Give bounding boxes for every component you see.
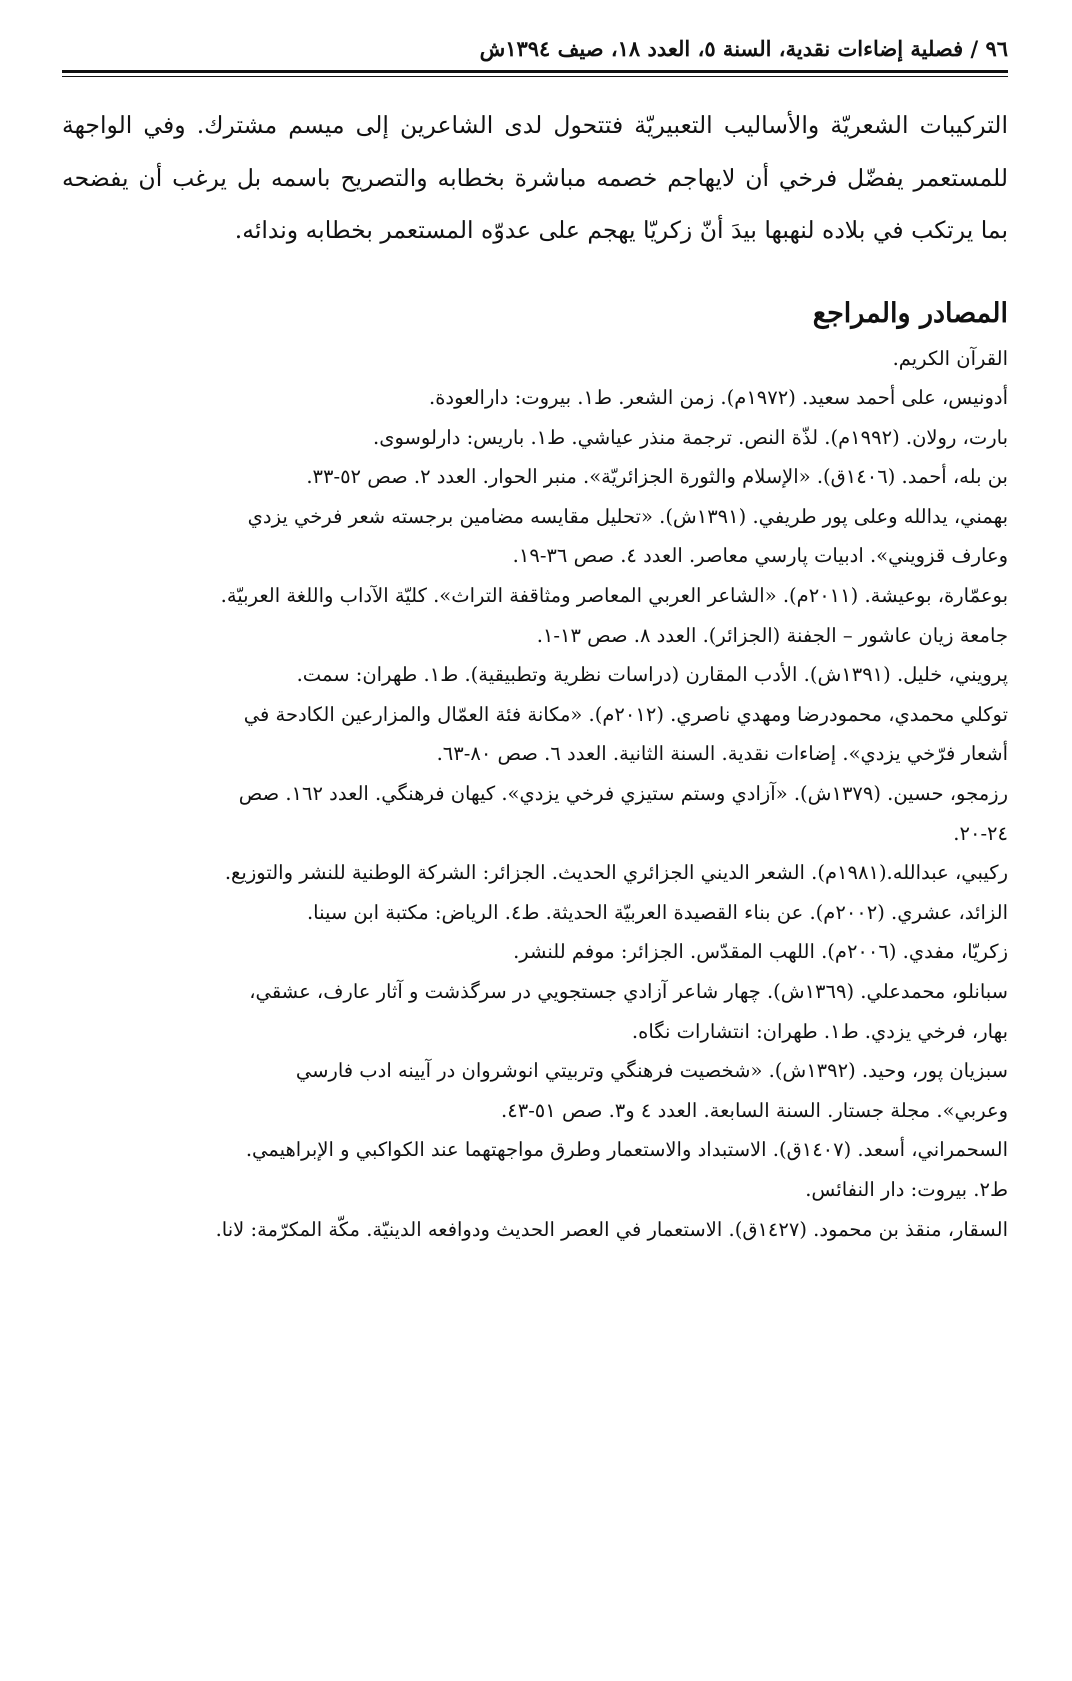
page bbox=[62, 34, 1008, 1661]
reference-line: بهمني، يدالله وعلى پور طريفي. (١٣٩١ش). «تحليل مقايسه مضامين برجسته شعر فرخي يزدي bbox=[247, 504, 1008, 528]
reference-line: زكريّا، مفدي. (٢٠٠٦م). اللهب المقدّس. الجزائر: موفم للنشر. bbox=[513, 940, 1008, 964]
reference-line: سبانلو، محمدعلي. (١٣٦٩ش). چهار شاعر آزادي جستجويي در سرگذشت و آثار عارف، عشقي، bbox=[249, 980, 1008, 1003]
header-rule bbox=[62, 70, 1008, 77]
body-paragraph: التركيبات الشعريّة والأساليب التعبيريّة فتتحول لدى الشاعرين إلى ميسم مشترك. وفي الواجهة للمستعمر يفضّل فرخي أن لايهاجم خصمه مباشرة بخطابه والتصريح باسمه بل يرغب أن يفضحه بما يرتكب في بلاده لنهبها بيدَ أنّ زكريّا يهجم على عدوّه المستعمر بخطابه وندائه. bbox=[62, 111, 1008, 244]
reference-line: السقار، منقذ بن محمود. (١٤٢٧ق). الاستعمار في العصر الحديث ودوافعه الدينيّة. مكّة المكرّمة: لانا. bbox=[215, 1217, 1008, 1241]
reference-line: أدونيس، على أحمد سعيد. (١٩٧٢م). زمن الشعر. ط١. بيروت: دارالعودة. bbox=[429, 386, 1008, 410]
reference-line: رزمجو، حسين. (١٣٧٩ش). «آزادي وستم ستيزي فرخي يزدي». كيهان فرهنگي. العدد ١٦٢. صص bbox=[238, 782, 1008, 806]
reference-line: بارت، رولان. (١٩٩٢م). لذّة النص. ترجمة منذر عياشي. ط١. باريس: دارلوسوى. bbox=[373, 425, 1008, 449]
reference-entry bbox=[62, 418, 1008, 458]
reference-entry bbox=[62, 932, 1008, 972]
reference-line: الزائد، عشري. (٢٠٠٢م). عن بناء القصيدة العربيّة الحديثة. ط٤. الرياض: مكتبة ابن سينا. bbox=[306, 900, 1008, 924]
reference-line: پرويني، خليل. (١٣٩١ش). الأدب المقارن (دراسات نظرية وتطبيقية). ط١. طهران: سمت. bbox=[296, 663, 1008, 687]
reference-line: القرآن الكريم. bbox=[892, 346, 1008, 370]
reference-line: بن بله، أحمد. (١٤٠٦ق). «الإسلام والثورة الجزائريّة». منبر الحوار. العدد ٢. صص ٥٢-٣٣. bbox=[306, 465, 1008, 489]
reference-entry bbox=[62, 1130, 1008, 1209]
reference-entry bbox=[62, 1210, 1008, 1250]
reference-entry bbox=[62, 339, 1008, 379]
reference-line: ط٢. بيروت: دار النفائس. bbox=[805, 1177, 1008, 1201]
reference-entry bbox=[62, 774, 1008, 853]
reference-entry bbox=[62, 457, 1008, 497]
reference-line: ٢٤-٢٠. bbox=[953, 821, 1008, 845]
reference-line: ركيبي، عبدالله.(١٩٨١م). الشعر الديني الجزائري الحديث. الجزائر: الشركة الوطنية للنشر والتوزيع. bbox=[224, 861, 1008, 885]
reference-line: سبزيان پور، وحيد. (١٣٩٢ش). «شخصيت فرهنگي وتربيتي انوشروان در آيينه ادب فارسي bbox=[295, 1059, 1008, 1083]
reference-line: توكلي محمدي، محمودرضا ومهدي ناصري. (٢٠١٢م). «مكانة فئة العمّال والمزارعين الكادحة في bbox=[243, 702, 1008, 726]
reference-entry bbox=[62, 497, 1008, 576]
running-header: ٩٦ / فصلية إضاءات نقدية، السنة ٥، العدد ١٨، صيف ١٣٩٤ش bbox=[479, 36, 1008, 61]
reference-line: وعربي». مجلة جستار. السنة السابعة. العدد ٤ و٣. صص ٥١-٤٣. bbox=[501, 1098, 1008, 1122]
reference-entry bbox=[62, 1051, 1008, 1130]
reference-line: بوعمّارة، بوعيشة. (٢٠١١م). «الشاعر العربي المعاصر ومثاقفة التراث». كليّة الآداب واللغة العربيّة. bbox=[220, 584, 1008, 608]
reference-entry bbox=[62, 655, 1008, 695]
reference-line: أشعار فرّخي يزدي». إضاءات نقدية. السنة الثانية. العدد ٦. صص ٨٠-٦٣. bbox=[436, 742, 1008, 766]
references-list bbox=[62, 339, 1008, 1250]
references-title: المصادر والمراجع bbox=[812, 297, 1008, 329]
reference-line: السحمراني، أسعد. (١٤٠٧ق). الاستبداد والاستعمار وطرق مواجهتهما عند الكواكبي و الإبراهيمي. bbox=[245, 1138, 1008, 1162]
reference-entry bbox=[62, 695, 1008, 774]
reference-entry bbox=[62, 972, 1008, 1051]
reference-line: بهار، فرخي يزدي. ط١. طهران: انتشارات نگاه. bbox=[631, 1019, 1008, 1043]
reference-entry bbox=[62, 893, 1008, 933]
reference-entry bbox=[62, 853, 1008, 893]
reference-entry bbox=[62, 378, 1008, 418]
reference-line: وعارف قزويني». ادبيات پارسي معاصر. العدد ٤. صص ٣٦-١٩. bbox=[512, 544, 1008, 568]
reference-entry bbox=[62, 576, 1008, 655]
reference-line: جامعة زيان عاشور – الجفنة (الجزائر). العدد ٨. صص ١٣-١. bbox=[536, 623, 1008, 647]
